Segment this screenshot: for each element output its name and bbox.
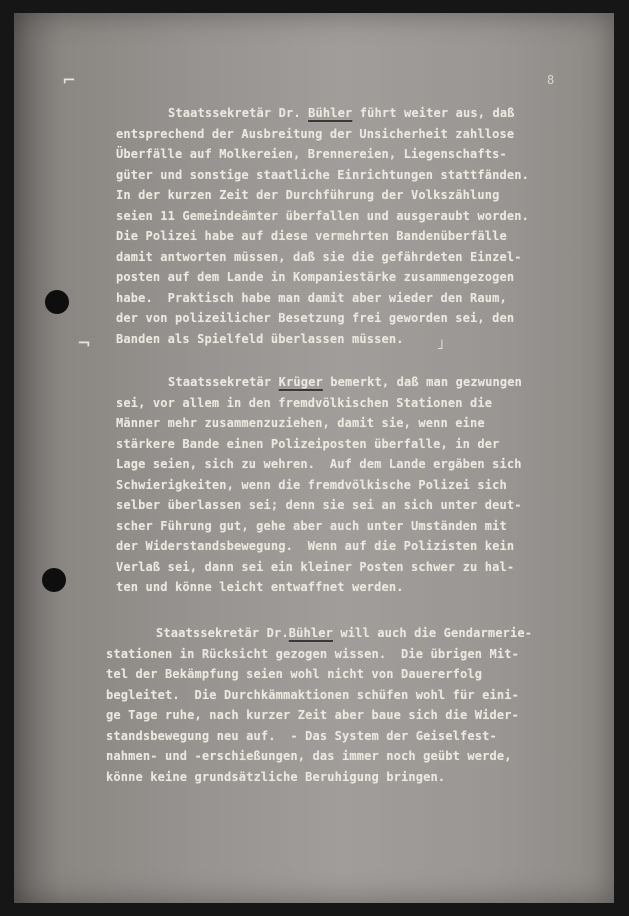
text-segment: stärkere Bande einen Polizeiposten überfalle, in der xyxy=(116,436,500,451)
text-segment: Überfälle auf Molkereien, Brennereien, Liegenschafts- xyxy=(116,147,507,161)
text-segment: will auch die Gendarmerie- xyxy=(333,626,533,640)
text-segment: Die Polizei habe auf diese vermehrten Bandenüberfälle xyxy=(116,229,507,243)
underlined-name: Bühler xyxy=(308,106,353,120)
text-segment: Staatssekretär Dr. xyxy=(156,626,289,640)
text-segment: stationen in Rücksicht gezogen wissen. Die übrigen Mit- xyxy=(106,646,519,661)
text-line xyxy=(104,623,532,644)
text-segment: Männer mehr zusammenzuziehen, damit sie, wenn eine xyxy=(116,416,485,430)
text-line xyxy=(116,557,522,578)
corner-mark-top: ⌐ xyxy=(63,68,76,92)
corner-mark-bottom: ⌐ xyxy=(78,331,91,355)
text-segment: selber überlassen sei; denn sie sei an sich unter deut- xyxy=(116,498,522,512)
text-line xyxy=(116,577,522,598)
text-segment: ge Tage ruhe, nach kurzer Zeit aber baue sich die Wider- xyxy=(106,708,519,722)
text-line xyxy=(116,247,529,268)
text-line xyxy=(116,413,522,434)
text-line xyxy=(116,185,529,206)
paragraph-3 xyxy=(104,623,532,787)
punch-hole-top xyxy=(45,290,69,314)
text-line xyxy=(116,434,522,455)
text-line xyxy=(104,685,532,706)
paragraph-1 xyxy=(116,103,529,349)
text-segment: damit antworten müssen, daß sie die gefährdeten Einzel- xyxy=(116,249,522,264)
text-line xyxy=(116,536,522,557)
text-line xyxy=(116,103,529,124)
text-segment: güter und sonstige staatliche Einrichtungen stattfänden. xyxy=(116,167,529,182)
underlined-name: Bühler xyxy=(288,626,333,640)
text-segment: posten auf dem Lande in Kompaniestärke zusammengezogen xyxy=(116,270,515,284)
text-segment: führt weiter aus, daß xyxy=(352,106,515,120)
text-line xyxy=(104,746,532,767)
text-line xyxy=(116,144,529,165)
text-line xyxy=(116,165,529,186)
bracket-mark: ˩ xyxy=(436,337,445,353)
text-segment: der von polizeilicher Besetzung frei geworden sei, den xyxy=(116,311,515,325)
text-line xyxy=(116,226,529,247)
text-segment: sei, vor allem in den fremdvölkischen Stationen die xyxy=(116,395,493,410)
text-line xyxy=(116,454,522,475)
text-line xyxy=(104,705,532,726)
text-line xyxy=(116,206,529,227)
text-segment: Staatssekretär xyxy=(168,375,279,389)
text-line xyxy=(104,644,532,665)
text-segment: der Widerstandsbewegung. Wenn auf die Polizisten kein xyxy=(116,539,515,553)
text-segment: standsbewegung neu auf. - Das System der Geiselfest- xyxy=(106,728,497,743)
text-segment: scher Führung gut, gehe aber auch unter Umständen mit xyxy=(116,518,507,533)
text-segment: Banden als Spielfeld überlassen müssen. xyxy=(116,331,404,346)
text-segment: ten und könne leicht entwaffnet werden. xyxy=(116,580,404,594)
text-line xyxy=(116,329,529,353)
text-line xyxy=(104,726,532,747)
text-segment: tel der Bekämpfung seien wohl nicht von Dauererfolg xyxy=(106,667,483,681)
text-line xyxy=(116,372,522,393)
text-line xyxy=(116,124,529,145)
text-line xyxy=(116,475,522,496)
text-segment: Schwierigkeiten, wenn die fremdvölkische Polizei sich xyxy=(116,477,507,492)
text-line xyxy=(116,267,529,288)
page-number: 8 xyxy=(547,73,555,87)
text-segment: könne keine grundsätzliche Beruhigung bringen. xyxy=(106,769,446,784)
text-segment: In der kurzen Zeit der Durchführung der Volkszählung xyxy=(116,188,500,202)
text-segment: nahmen- und -erschießungen, das immer noch geübt werde, xyxy=(106,749,512,763)
underlined-name: Krüger xyxy=(278,375,323,389)
text-segment: Lage seien, sich zu wehren. Auf dem Lande ergäben sich xyxy=(116,457,522,471)
text-line xyxy=(116,308,529,329)
text-line xyxy=(116,393,522,414)
text-segment: habe. Praktisch habe man damit aber wieder den Raum, xyxy=(116,290,507,305)
punch-hole-bottom xyxy=(42,568,66,592)
text-line xyxy=(116,495,522,516)
text-segment: seien 11 Gemeindeämter überfallen und ausgeraubt worden. xyxy=(116,208,529,223)
text-segment: entsprechend der Ausbreitung der Unsicherheit zahllose xyxy=(116,126,515,141)
text-line xyxy=(104,664,532,685)
text-segment: Staatssekretär Dr. xyxy=(168,106,309,120)
text-segment: Verlaß sei, dann sei ein kleiner Posten schwer zu hal- xyxy=(116,559,515,574)
text-line xyxy=(116,288,529,309)
paragraph-2 xyxy=(116,372,522,598)
text-line xyxy=(116,516,522,537)
text-line xyxy=(104,767,532,788)
text-segment: begleitet. Die Durchkämmaktionen schüfen wohl für eini- xyxy=(106,687,519,702)
text-segment: bemerkt, daß man gezwungen xyxy=(322,375,522,389)
